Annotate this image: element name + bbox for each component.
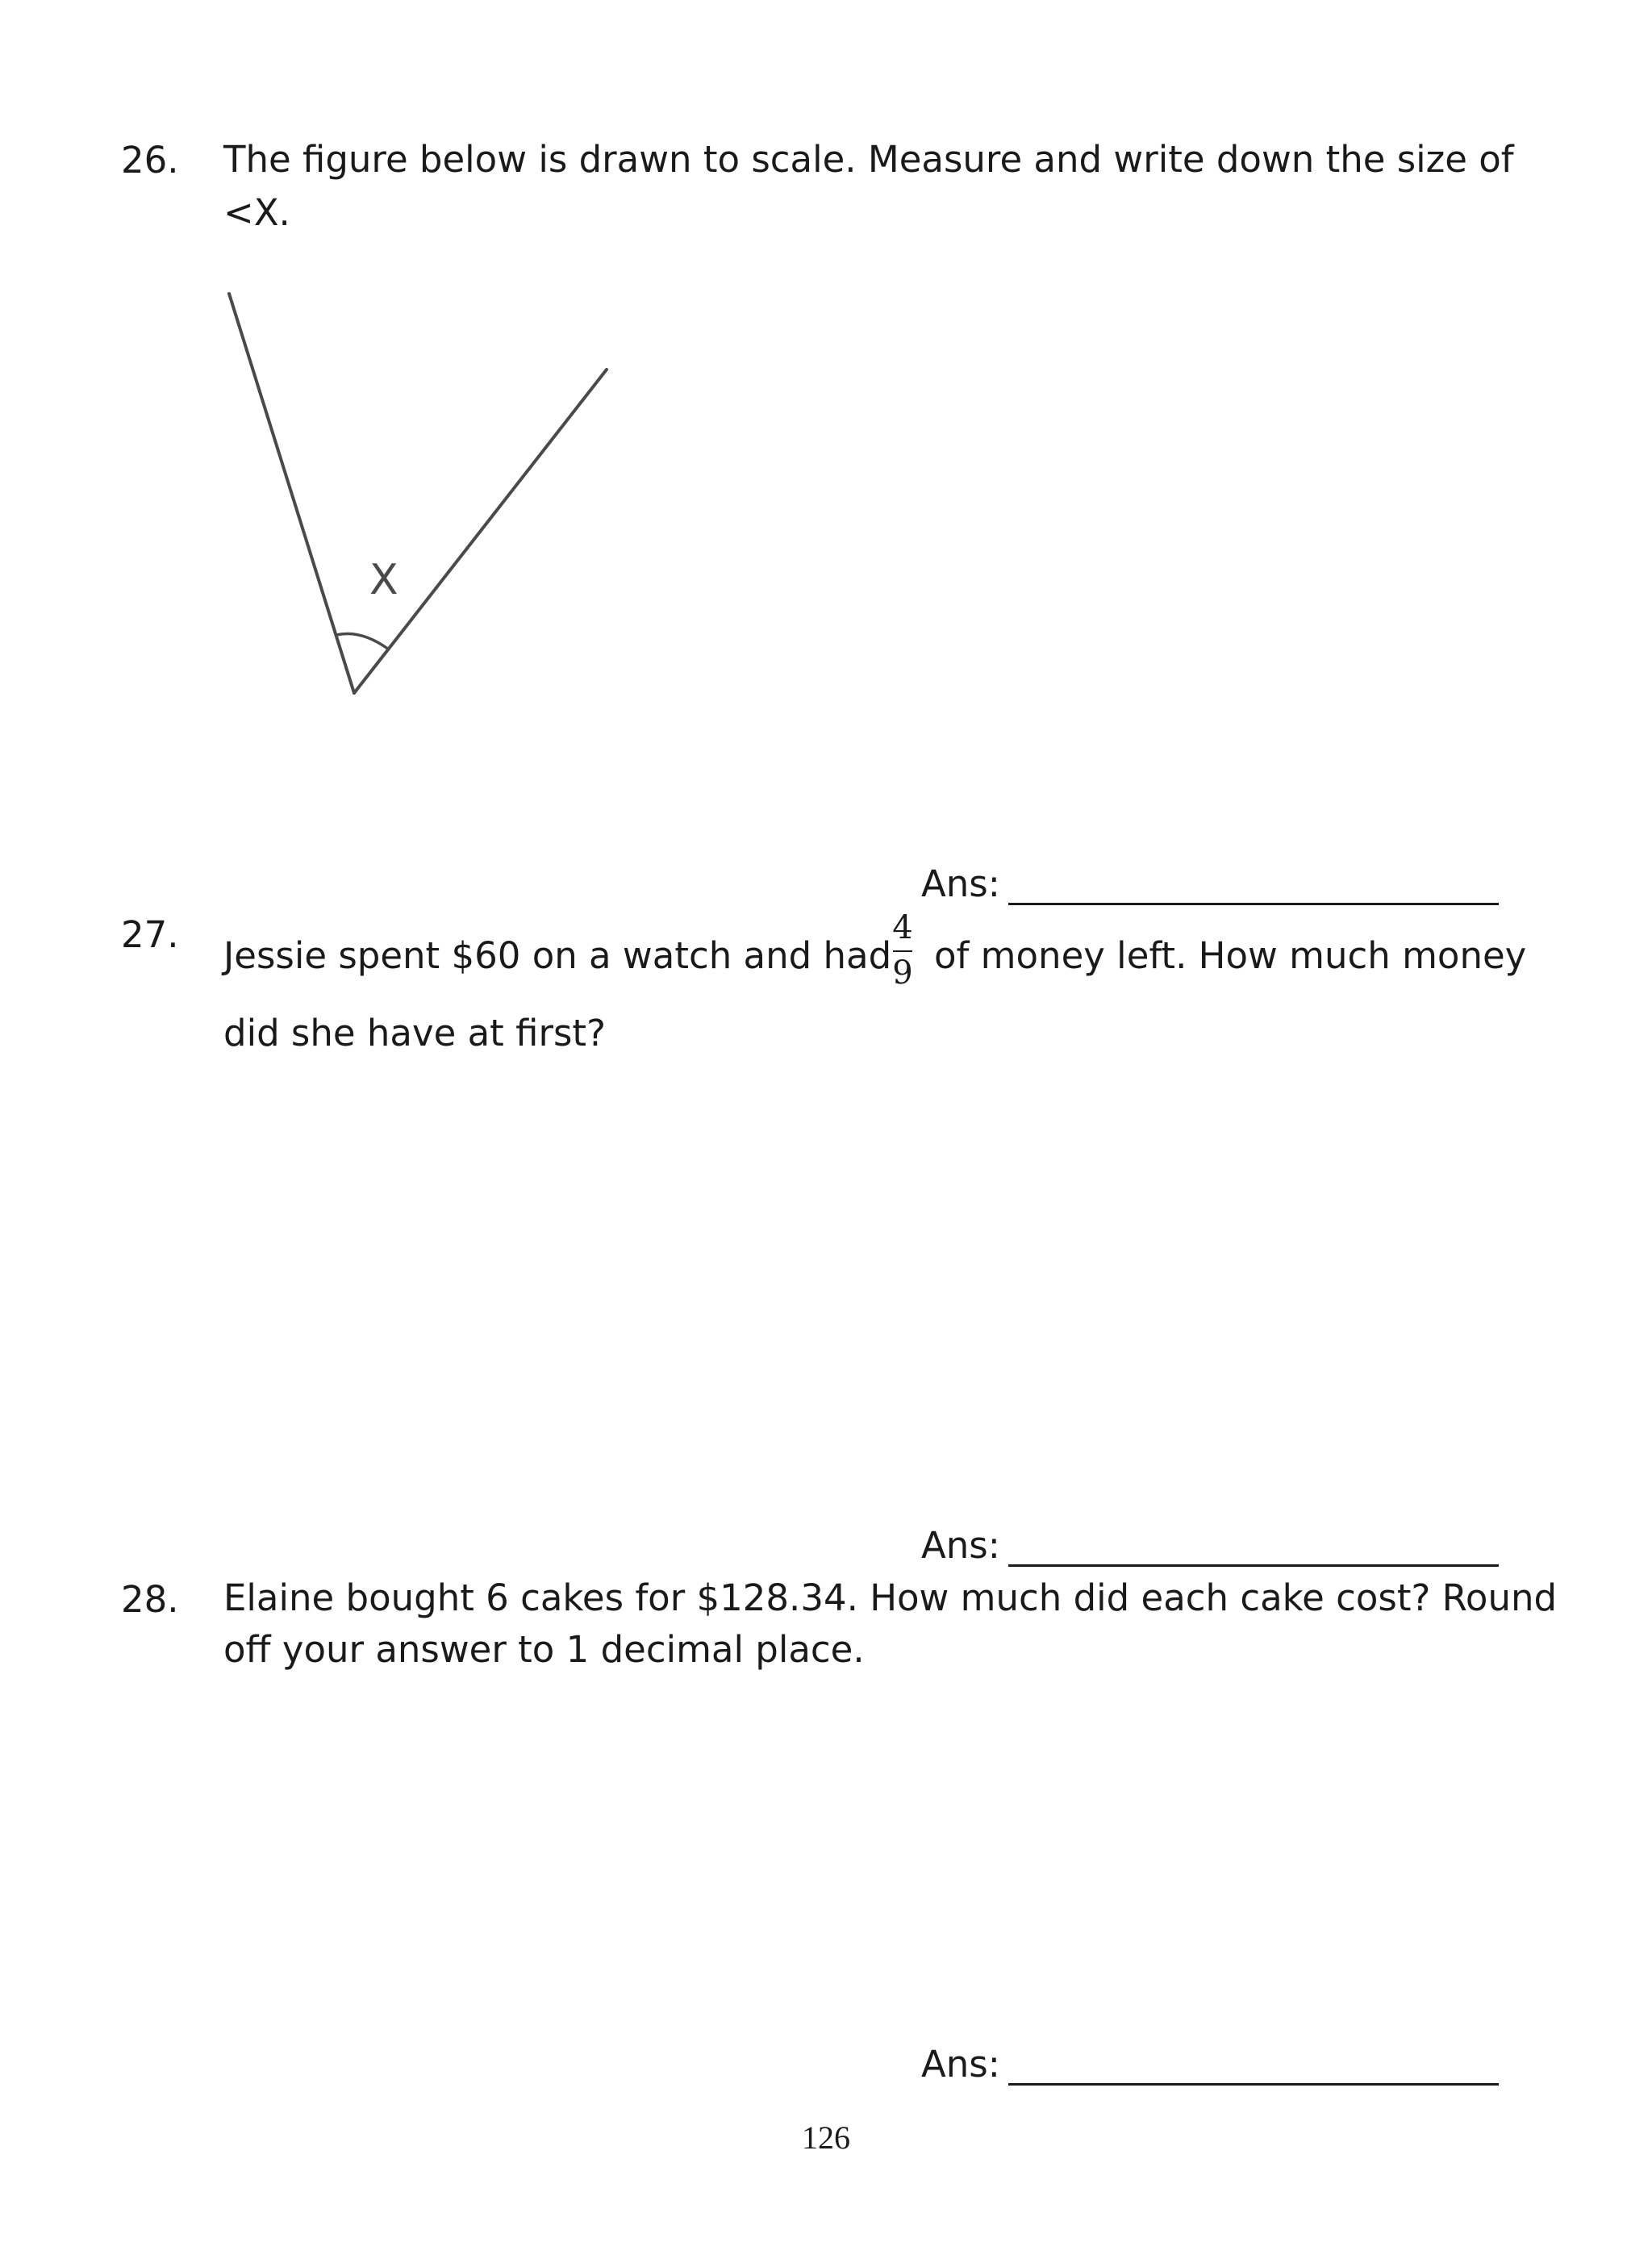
answer-blank-line[interactable] [1008, 2083, 1499, 2086]
question-26-text-line-1: The figure below is drawn to scale. Measure and write down the size of [223, 138, 1514, 181]
answer-blank-line[interactable] [1008, 1564, 1499, 1567]
answer-blank-line[interactable] [1008, 903, 1499, 905]
fraction-denominator: 9 [892, 954, 913, 992]
question-27-text-before-fraction: Jessie spent $60 on a watch and had [223, 934, 892, 977]
angle-right-ray [354, 370, 607, 693]
question-28-text-line-2: off your answer to 1 decimal place. [223, 1628, 865, 1671]
angle-x-label: X [369, 556, 398, 604]
fraction-bar [893, 950, 912, 952]
question-27-text-line-2: did she have at first? [223, 1012, 606, 1054]
fraction-numerator: 4 [892, 909, 913, 946]
angle-arc [336, 633, 389, 649]
question-26-text-line-2: <X. [223, 191, 290, 234]
question-28-text-line-1: Elaine bought 6 cakes for $128.34. How much did each cake cost? Round [223, 1576, 1558, 1619]
angle-x-figure [210, 282, 629, 718]
question-26-number: 26. [121, 139, 179, 182]
answer-label: Ans: [921, 1524, 1000, 1567]
question-28-number: 28. [121, 1578, 179, 1621]
angle-left-ray [229, 294, 354, 693]
answer-label: Ans: [921, 2043, 1000, 2086]
question-27-number: 27. [121, 913, 179, 956]
page-number: 126 [802, 2119, 850, 2156]
answer-label: Ans: [921, 862, 1000, 905]
question-27-text-after-fraction: of money left. How much money [934, 934, 1527, 977]
